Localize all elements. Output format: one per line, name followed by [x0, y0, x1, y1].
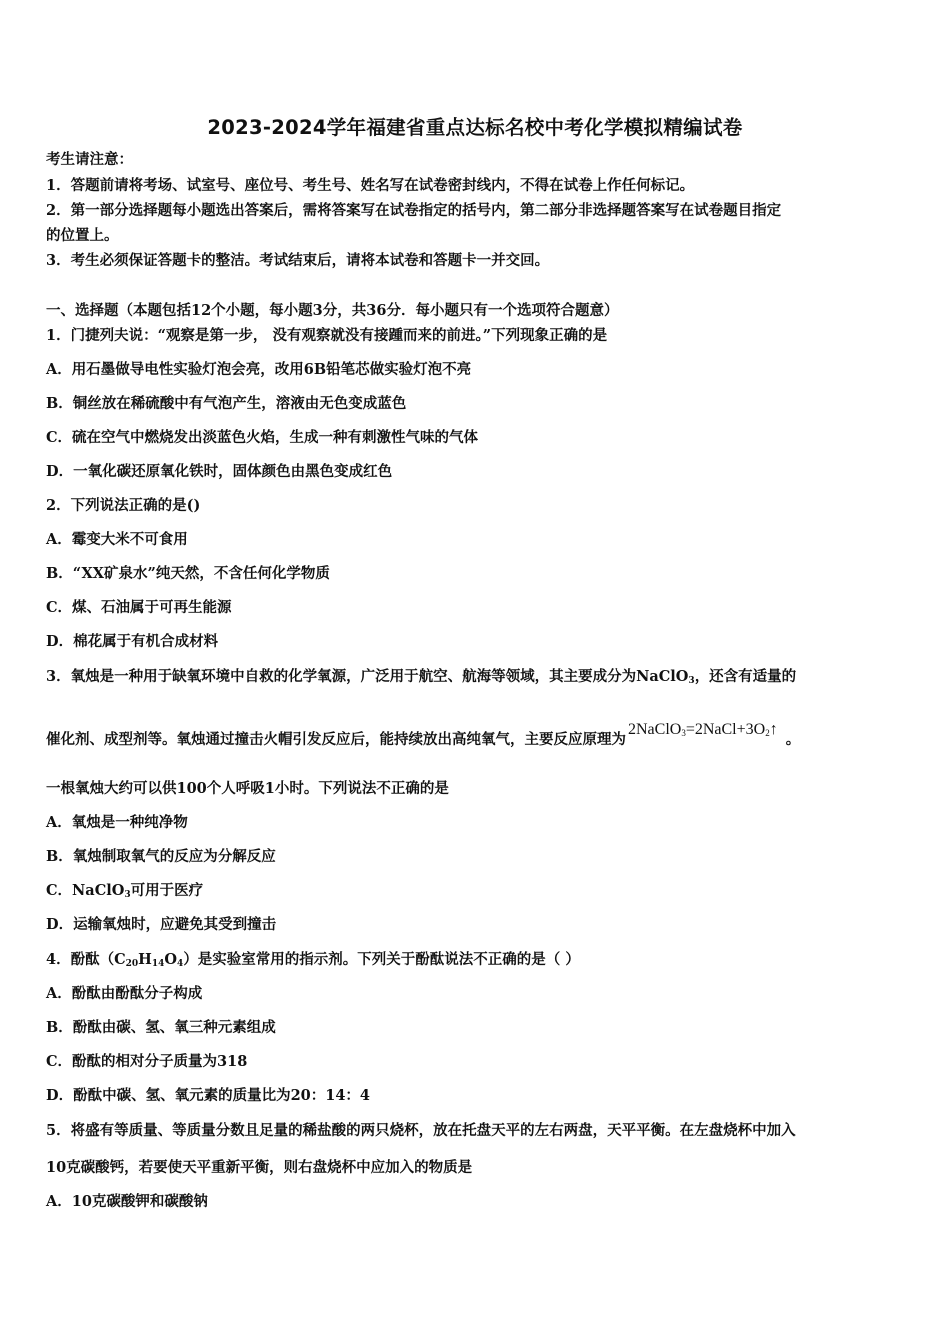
question-1-stem: 1．门捷列夫说：“观察是第一步， 没有观察就没有接踵而来的前进。”下列现象正确的是 [46, 327, 608, 344]
question-1-option-a: A．用石墨做导电性实验灯泡会亮，改用6B铅笔芯做实验灯泡不亮 [46, 361, 472, 378]
question-5-stem-line-2: 10克碳酸钙，若要使天平重新平衡，则右盘烧杯中应加入的物质是 [46, 1159, 473, 1176]
question-2-stem: 2．下列说法正确的是() [46, 497, 201, 514]
question-3-option-c: C．NaClO$_3$可用于医疗 [46, 882, 204, 900]
question-1-option-b: B．铜丝放在稀硫酸中有气泡产生，溶液由无色变成蓝色 [46, 395, 407, 412]
notice-item-1: 1．答题前请将考场、试室号、座位号、考生号、姓名写在试卷密封线内，不得在试卷上作任何标记。 [46, 177, 695, 194]
question-4-option-d: D．酚酞中碳、氢、氧元素的质量比为20：14：4 [46, 1087, 371, 1104]
question-1-option-c: C．硫在空气中燃烧发出淡蓝色火焰，生成一种有刺激性气味的气体 [46, 429, 479, 446]
question-1-option-d: D．一氧化碳还原氧化铁时，固体颜色由黑色变成红色 [46, 463, 393, 480]
question-4-option-c: C．酚酞的相对分子质量为318 [46, 1053, 248, 1070]
question-2-option-c: C．煤、石油属于可再生能源 [46, 599, 232, 616]
question-4-stem: 4．酚酞$(C_{20}H_{14}O_4)$是实验室常用的指示剂。下列关于酚酞说法不正确的是（ ） [46, 951, 580, 969]
question-2-option-a: A．霉变大米不可食用 [46, 531, 188, 548]
page-title: 2023-2024学年福建省重点达标名校中考化学模拟精编试卷 [207, 116, 743, 139]
question-3-stem-line-1: 3．氧烛是一种用于缺氧环境中自救的化学氧源，广泛用于航空、航海等领域，其主要成分为NaClO$_3$，还含有适量的 [46, 668, 797, 686]
question-3-stem-line-2: 催化剂、成型剂等。氧烛通过撞击火帽引发反应后，能持续放出高纯氧气，主要反应原理为$2NaClO_3=2NaCl+3O_2↑$。 [46, 721, 801, 748]
question-3-option-b: B．氧烛制取氧气的反应为分解反应 [46, 848, 276, 865]
question-2-option-b: B．“XX矿泉水”纯天然，不含任何化学物质 [46, 565, 330, 582]
section-heading: 一、选择题（本题包括12个小题，每小题3分，共36分．每小题只有一个选项符合题意） [46, 302, 619, 319]
question-3-stem-line-3: 一根氧烛大约可以供100个人呼吸1小时。下列说法不正确的是 [46, 780, 449, 797]
question-4-option-a: A．酚酞由酚酞分子构成 [46, 985, 203, 1002]
question-3-option-a: A．氧烛是一种纯净物 [46, 814, 188, 831]
notice-item-2-cont: 的位置上。 [46, 227, 119, 244]
reaction-equation: $2NaClO_3=2NaCl+3O_2↑$ [628, 721, 778, 738]
notice-item-2: 2．第一部分选择题每小题选出答案后，需将答案写在试卷指定的括号内，第二部分非选择题答案写在试卷题目指定 [46, 202, 782, 219]
notice-heading: 考生请注意： [46, 151, 133, 168]
notice-item-3: 3．考生必须保证答题卡的整洁。考试结束后，请将本试卷和答题卡一并交回。 [46, 252, 550, 269]
question-5-option-a: A．10克碳酸钾和碳酸钠 [46, 1193, 208, 1210]
question-3-option-d: D．运输氧烛时，应避免其受到撞击 [46, 916, 277, 933]
question-5-stem-line-1: 5．将盛有等质量、等质量分数且足量的稀盐酸的两只烧杯，放在托盘天平的左右两盘，天平平衡。在左盘烧杯中加入 [46, 1122, 796, 1139]
question-2-option-d: D．棉花属于有机合成材料 [46, 633, 219, 650]
question-4-option-b: B．酚酞由碳、氢、氧三种元素组成 [46, 1019, 276, 1036]
